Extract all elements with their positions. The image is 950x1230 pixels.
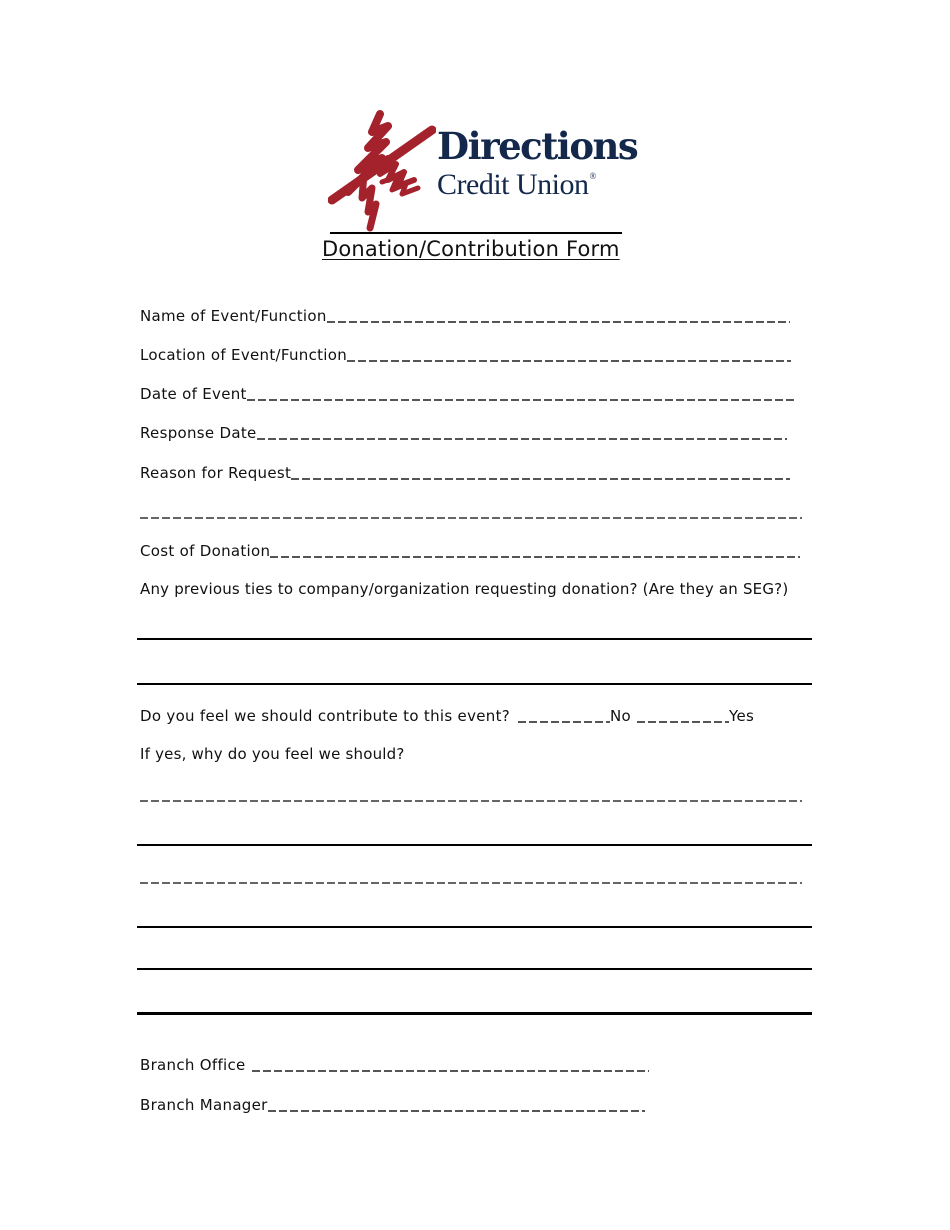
why-answer-line[interactable] xyxy=(137,1012,812,1015)
logo-divider xyxy=(330,232,622,234)
why-answer-line[interactable] xyxy=(137,968,812,970)
why-answer-line[interactable] xyxy=(140,800,802,802)
field-event-date[interactable] xyxy=(140,382,794,404)
ties-answer-line[interactable] xyxy=(137,683,812,685)
field-label: Reason for Request xyxy=(140,464,292,482)
blank-line[interactable] xyxy=(247,399,794,401)
field-event-name[interactable] xyxy=(140,304,790,326)
blank-line[interactable] xyxy=(291,478,790,480)
field-branch-office[interactable] xyxy=(140,1053,649,1075)
logo-wordmark-directions: Directions xyxy=(437,124,638,168)
logo-credit-union-text: Credit Union xyxy=(437,168,589,201)
why-question: If yes, why do you feel we should? xyxy=(140,745,405,763)
field-label: Branch Office xyxy=(140,1056,246,1074)
field-reason[interactable] xyxy=(140,461,790,483)
why-answer-line[interactable] xyxy=(140,882,802,884)
reason-continuation-line[interactable] xyxy=(140,517,802,519)
field-label: Response Date xyxy=(140,424,257,442)
field-cost[interactable] xyxy=(140,539,800,561)
contribute-question: Do you feel we should contribute to this event? xyxy=(140,707,511,725)
field-label: Name of Event/Function xyxy=(140,307,327,325)
field-label: Location of Event/Function xyxy=(140,346,348,364)
contribute-question-row xyxy=(140,704,754,726)
blank-line[interactable] xyxy=(257,438,787,440)
option-no-label: No xyxy=(610,707,632,725)
why-answer-line[interactable] xyxy=(137,844,812,846)
logo-scribble-icon xyxy=(328,108,436,234)
field-label: Branch Manager xyxy=(140,1096,268,1114)
logo-wordmark-credit-union xyxy=(437,170,596,200)
registered-mark: ® xyxy=(589,171,596,181)
blank-line[interactable] xyxy=(270,556,800,558)
field-branch-manager[interactable] xyxy=(140,1093,645,1115)
ties-question: Any previous ties to company/organization requesting donation? (Are they an SEG?) xyxy=(140,580,789,598)
blank-line[interactable] xyxy=(327,321,790,323)
field-event-location[interactable] xyxy=(140,343,791,365)
field-response-date[interactable] xyxy=(140,421,787,443)
field-label: Date of Event xyxy=(140,385,247,403)
blank-line[interactable] xyxy=(347,360,791,362)
yes-blank[interactable] xyxy=(637,721,729,723)
ties-answer-line[interactable] xyxy=(137,638,812,640)
no-blank[interactable] xyxy=(518,721,610,723)
blank-line[interactable] xyxy=(268,1110,645,1112)
field-label: Cost of Donation xyxy=(140,542,271,560)
option-yes-label: Yes xyxy=(729,707,755,725)
why-answer-line[interactable] xyxy=(137,926,812,928)
form-title: Donation/Contribution Form xyxy=(322,237,620,261)
blank-line[interactable] xyxy=(252,1070,649,1072)
